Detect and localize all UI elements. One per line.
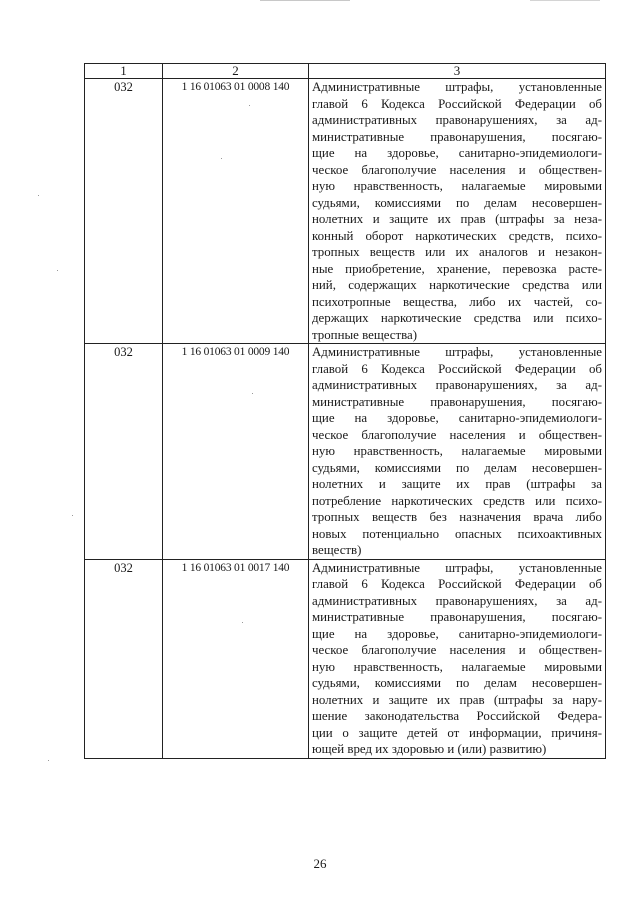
description-line: веществ) xyxy=(312,543,362,557)
page-number: 26 xyxy=(313,856,327,871)
table-header-row xyxy=(85,64,606,79)
table-row xyxy=(85,344,606,560)
description-line: щие на здоровье, санитарно-эпидемиологи- xyxy=(312,411,602,425)
description-line: Административные штрафы, установленные xyxy=(312,345,602,359)
description-line: тропных веществ без назначения врача либо xyxy=(312,510,602,524)
description-line: нолетних и защите их прав (штрафы за неза- xyxy=(312,212,602,226)
description-line: потребление наркотических средств или психо- xyxy=(312,493,602,508)
admin-code-cell: 032 xyxy=(85,344,163,560)
description-line: административных правонарушениях, за ад- xyxy=(312,378,602,392)
description-line: судьями, комиссиями по делам несовершен- xyxy=(312,195,602,210)
description-line: психотропные вещества, либо их частей, со- xyxy=(312,294,602,309)
description-line: главой 6 Кодекса Российской Федерации об xyxy=(312,96,602,111)
description-line: министративные правонарушения, посягаю- xyxy=(312,610,602,624)
description-line: Административные штрафы, установленные xyxy=(312,560,602,575)
description-line: ний, содержащих наркотические средства или xyxy=(312,278,602,292)
description-line: ную нравственность, налагаемые мировыми xyxy=(312,659,602,674)
description-line: ческое благополучие населения и обществен- xyxy=(312,162,602,177)
scan-artifact-top xyxy=(260,0,350,4)
description-line: ющей вред их здоровью и (или) развитию) xyxy=(312,742,547,756)
description-cell xyxy=(309,79,606,344)
column-header-1: 1 xyxy=(85,64,163,79)
description-line: тропные вещества) xyxy=(312,327,418,342)
description-line: тропных веществ или их аналогов и незакон- xyxy=(312,245,602,259)
scan-speck xyxy=(242,622,243,623)
description-line: ные приобретение, хранение, перевозка расте- xyxy=(312,261,602,276)
description-line: ную нравственность, налагаемые мировыми xyxy=(312,179,602,193)
description-line: главой 6 Кодекса Российской Федерации об xyxy=(312,361,602,376)
scan-speck xyxy=(57,270,58,271)
scan-speck xyxy=(48,760,49,761)
description-line: нолетних и защите их прав (штрафы за xyxy=(312,477,602,491)
description-line: судьями, комиссиями по делам несовершен- xyxy=(312,676,602,690)
description-line: министративные правонарушения, посягаю- xyxy=(312,394,602,409)
description-cell xyxy=(309,344,606,560)
description-line: ции о защите детей от информации, причиня- xyxy=(312,725,602,740)
kbk-code-cell: 1 16 01063 01 0008 140 xyxy=(163,79,309,344)
description-line: щие на здоровье, санитарно-эпидемиологи- xyxy=(312,146,602,160)
description-line: шение законодательства Российской Федера- xyxy=(312,709,602,723)
description-line: главой 6 Кодекса Российской Федерации об xyxy=(312,577,602,591)
kbk-code-cell: 1 16 01063 01 0017 140 xyxy=(163,559,309,758)
admin-code-cell: 032 xyxy=(85,79,163,344)
kbk-code-cell: 1 16 01063 01 0009 140 xyxy=(163,344,309,560)
description-line: держащих наркотические средства или психо- xyxy=(312,311,602,325)
description-line: административных правонарушениях, за ад- xyxy=(312,593,602,608)
description-line: судьями, комиссиями по делам несовершен- xyxy=(312,460,602,475)
description-line: министративные правонарушения, посягаю- xyxy=(312,129,602,144)
kbk-table xyxy=(84,63,606,759)
column-header-2: 2 xyxy=(163,64,309,79)
scan-speck xyxy=(252,393,253,394)
description-line: нолетних и защите их прав (штрафы за нару- xyxy=(312,692,602,707)
description-line: ческое благополучие населения и обществен- xyxy=(312,427,602,442)
description-line: ческое благополучие населения и обществен- xyxy=(312,643,602,657)
admin-code-cell: 032 xyxy=(85,559,163,758)
column-header-3: 3 xyxy=(309,64,606,79)
scan-speck xyxy=(221,158,222,159)
description-line: Административные штрафы, установленные xyxy=(312,80,602,94)
description-cell xyxy=(309,559,606,758)
description-line: конный оборот наркотических средств, психо- xyxy=(312,228,602,243)
description-line: ную нравственность, налагаемые мировыми xyxy=(312,444,602,458)
scan-speck xyxy=(72,515,73,516)
table-row xyxy=(85,79,606,344)
description-line: административных правонарушениях, за ад- xyxy=(312,113,602,127)
scan-artifact-top-right xyxy=(530,0,600,4)
table-row xyxy=(85,559,606,758)
scan-speck xyxy=(249,105,250,106)
description-line: щие на здоровье, санитарно-эпидемиологи- xyxy=(312,626,602,641)
description-line: новых потенциально опасных психоактивных xyxy=(312,526,602,541)
scan-speck xyxy=(38,195,39,196)
